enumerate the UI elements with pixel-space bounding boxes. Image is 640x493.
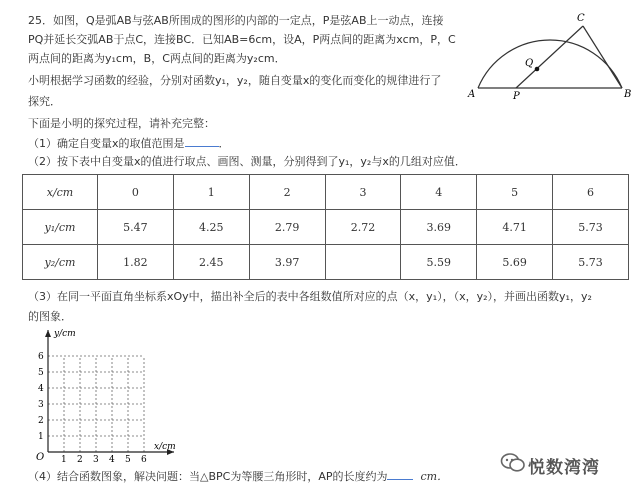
table-cell: 2.72 bbox=[325, 210, 401, 245]
point-q bbox=[535, 67, 540, 72]
x-tick-label: 4 bbox=[109, 455, 115, 464]
question-1 bbox=[28, 136, 230, 151]
question-4-text: （4）结合函数图象，解决问题：当△BPC为等腰三角形时，AP的长度约为 bbox=[28, 470, 388, 483]
y-tick-label: 2 bbox=[38, 416, 44, 426]
x-tick-label: 5 bbox=[125, 455, 131, 464]
table-cell: 5.69 bbox=[477, 245, 553, 280]
problem-line-1: 25．如图，Q是弧AB与弦AB所围成的图形的内部的一定点，P是弦AB上一动点，连接 bbox=[28, 14, 444, 27]
data-table bbox=[22, 174, 629, 280]
table-cell: 3.69 bbox=[401, 210, 477, 245]
problem-line-4: 小明根据学习函数的经验，分别对函数y₁，y₂，随自变量x的变化而变化的规律进行了 bbox=[28, 74, 442, 87]
y-tick-label: 3 bbox=[38, 400, 44, 410]
table-cell: 5.59 bbox=[401, 245, 477, 280]
answer-blank-4[interactable] bbox=[387, 469, 413, 480]
question-4-unit: cm． bbox=[420, 470, 449, 483]
y-axis-arrow bbox=[45, 330, 51, 337]
label-p: P bbox=[513, 91, 520, 100]
question-1-end: ． bbox=[218, 137, 230, 150]
problem-line-3: 两点间的距离为y₁cm，B，C两点间的距离为y₂cm． bbox=[28, 52, 286, 65]
table-cell: 0 bbox=[98, 175, 174, 210]
table-cell: 3 bbox=[325, 175, 401, 210]
label-c: C bbox=[577, 13, 585, 24]
question-2: （2）按下表中自变量x的值进行取点、画图、测量，分别得到了y₁，y₂与x的几组对应值． bbox=[28, 155, 466, 168]
label-q: Q bbox=[525, 58, 534, 69]
table-cell: 1.82 bbox=[98, 245, 174, 280]
grid-ticks bbox=[38, 352, 147, 464]
table-cell: 2 bbox=[249, 175, 325, 210]
table-cell: 4.25 bbox=[173, 210, 249, 245]
x-axis-label: x/cm bbox=[154, 442, 176, 452]
y-tick-label: 4 bbox=[38, 384, 44, 394]
x-tick-label: 1 bbox=[61, 455, 67, 464]
table-cell: 3.97 bbox=[249, 245, 325, 280]
table-cell: 5.47 bbox=[98, 210, 174, 245]
question-1-text: （1）确定自变量x的取值范围是 bbox=[28, 137, 185, 150]
coordinate-grid[interactable] bbox=[24, 324, 194, 464]
y-tick-label: 5 bbox=[38, 368, 44, 378]
wechat-icon bbox=[500, 452, 526, 474]
answer-blank-1[interactable] bbox=[185, 136, 219, 147]
row-header-y2: y₂/cm bbox=[23, 245, 98, 280]
table-cell: 4.71 bbox=[477, 210, 553, 245]
row-header-y1: y₁/cm bbox=[23, 210, 98, 245]
segment-pc bbox=[516, 26, 583, 88]
table-cell-blank[interactable] bbox=[325, 245, 401, 280]
x-tick-label: 3 bbox=[93, 455, 99, 464]
table-row-x bbox=[23, 175, 629, 210]
table-row-y1 bbox=[23, 210, 629, 245]
geometry-figure bbox=[466, 8, 636, 100]
table-cell: 4 bbox=[401, 175, 477, 210]
origin-label: O bbox=[36, 452, 45, 463]
row-header-x: x/cm bbox=[23, 175, 98, 210]
table-cell: 5.73 bbox=[553, 245, 629, 280]
problem-line-5: 探究． bbox=[28, 95, 61, 108]
question-4 bbox=[28, 469, 448, 484]
x-tick-label: 6 bbox=[141, 455, 147, 464]
table-cell: 2.79 bbox=[249, 210, 325, 245]
watermark-text: 悦数湾湾 bbox=[528, 458, 600, 478]
grid-lines bbox=[48, 356, 144, 452]
problem-line-6: 下面是小明的探究过程，请补充完整： bbox=[28, 117, 215, 130]
table-cell: 5 bbox=[477, 175, 553, 210]
x-tick-label: 2 bbox=[77, 455, 83, 464]
y-axis-label: y/cm bbox=[54, 329, 76, 339]
table-cell: 6 bbox=[553, 175, 629, 210]
table-cell: 1 bbox=[173, 175, 249, 210]
problem-line-2: PQ并延长交弧AB于点C，连接BC．已知AB=6cm，设A，P两点间的距离为xcm，P，C bbox=[28, 33, 456, 46]
y-tick-label: 6 bbox=[38, 352, 44, 362]
question-3-line-1: （3）在同一平面直角坐标系xOy中，描出补全后的表中各组数值所对应的点（x，y₁），（x，y₂），并画出函数y₁，y₂ bbox=[28, 290, 592, 303]
y-tick-label: 1 bbox=[38, 432, 44, 442]
table-cell: 2.45 bbox=[173, 245, 249, 280]
label-a: A bbox=[468, 89, 476, 100]
table-cell: 5.73 bbox=[553, 210, 629, 245]
label-b: B bbox=[624, 89, 632, 100]
arc-ab bbox=[478, 40, 622, 88]
question-3-line-2: 的图象． bbox=[28, 310, 72, 323]
segment-bc bbox=[583, 26, 622, 88]
table-row-y2 bbox=[23, 245, 629, 280]
